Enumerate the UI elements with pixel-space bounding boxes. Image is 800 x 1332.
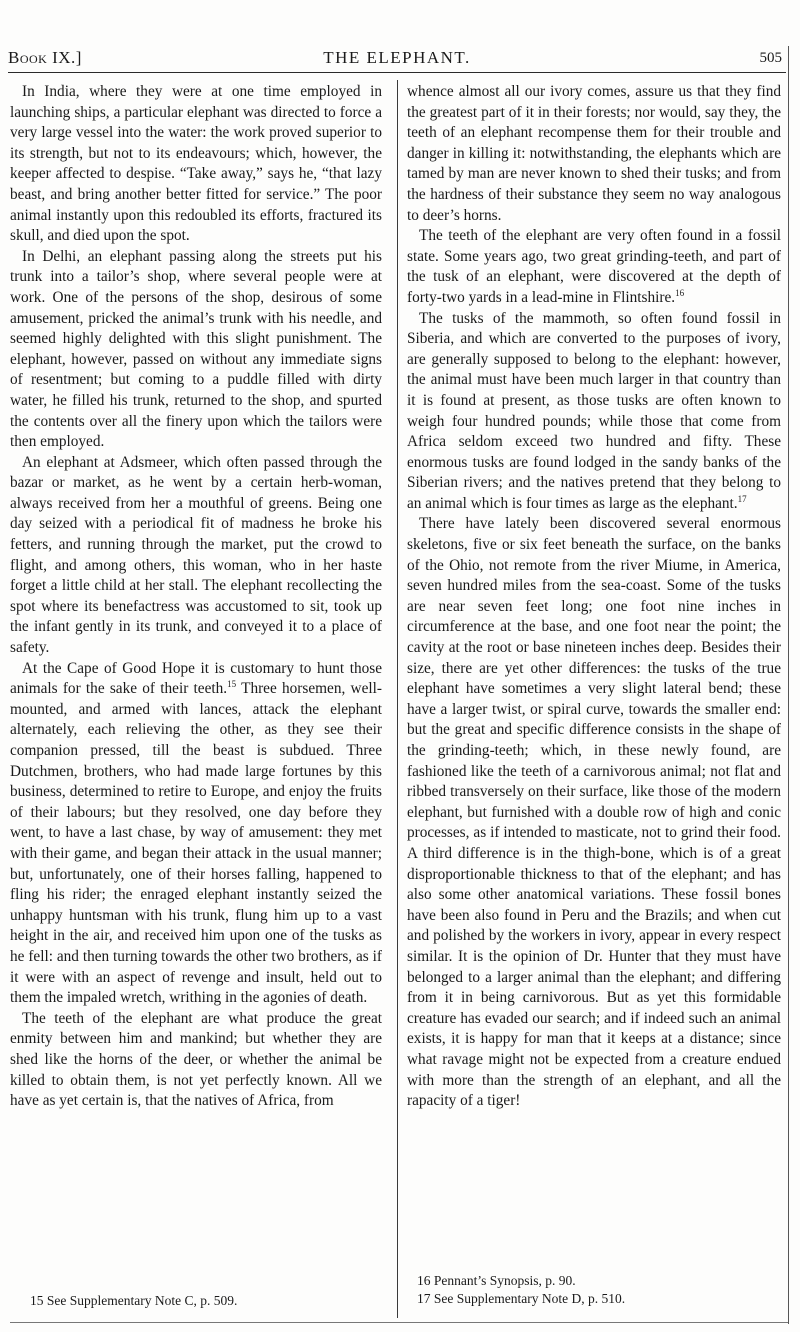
footnotes <box>417 1272 625 1308</box>
running-header <box>8 46 786 73</box>
column-divider <box>397 80 398 1318</box>
paragraph-with-footnote <box>407 226 781 308</box>
page-bottom-rule <box>10 1322 788 1323</box>
footnote: 15 See Supplementary Note C, p. 509. <box>30 1293 238 1308</box>
paragraph: The teeth of the elephant are what produce the great enmity between him and mankind; but whether they are shed like the horns of the deer, or whether the animal be killed to obtain them, is not yet perfectly known. All we have as yet certain is, that the natives of Africa, from <box>10 1009 382 1110</box>
paragraph: In Delhi, an elephant passing along the streets put his trunk into a tailor’s shop, where several people were at work. One of the persons of the shop, desirous of some amusement, pricked the animal’s trunk with his needle, and seemed highly delighted with this slight punishment. The elephant, however, passed on without any immediate signs of resentment; but coming to a puddle filled with dirty water, he filled his trunk, returned to the shop, and spurted the contents over all the finery upon which the tailors were then employed. <box>10 247 382 451</box>
paragraph-text: At the Cape of Good Hope it is customary to hunt those animals for the sake of their teeth. <box>10 659 382 698</box>
page-number: 505 <box>759 50 782 66</box>
footnote-ref: 16 <box>675 287 685 298</box>
left-column <box>10 82 382 1312</box>
paragraph: In India, where they were at one time employed in launching ships, a particular elephant was directed to force a very large vessel into the water: the work proved superior to its strength, but not to its endeavours; which, however, the keeper affected to despise. “Take away,” says he, “that lazy beast, and bring another better fitted for service.” The poor animal instantly upon this redoubled its efforts, fractured its skull, and died upon the spot. <box>10 83 382 245</box>
footnote-ref: 15 <box>227 679 237 690</box>
paragraph: An elephant at Adsmeer, which often passed through the bazar or market, as he went by a certain herb-woman, always received from her a mouthful of greens. Being one day seized with a periodical fit of madness he broke his fetters, and running through the market, put the crowd to flight, and among others, this woman, who in her haste forget a little child at her stall. The elephant recollecting the spot where its benefactress was accustomed to sit, took up the infant gently in its trunk, and conveyed it to a place of safety. <box>10 453 382 657</box>
paragraph-with-footnote <box>10 659 382 1009</box>
footnote: 16 Pennant’s Synopsis, p. 90. <box>417 1273 576 1288</box>
footnote: 17 See Supplementary Note D, p. 510. <box>417 1291 626 1306</box>
paragraph-text: The tusks of the mammoth, so often found fossil in Siberia, and which are converted to the purposes of ivory, are generally supposed to belong to the elephant: however, the animal must have been much larger in that country than it is found at present, as those tusks are often known to weigh four hundred pounds; while those that come from Africa seldom exceed two hundred and fifty. These enormous tusks are found lodged in the sandy banks of the Siberian rivers; and the natives pretend that they belong to an animal which is four times as large as the elephant. <box>407 309 781 512</box>
paragraph: whence almost all our ivory comes, assure us that they find the greatest part of it in their forests; nor would, say they, the teeth of an elephant recompense them for their trouble and danger in killing it: notwithstanding, the elephants which are tamed by man are never known to shed their tusks; and from the hardness of their substance they seem no way analogous to deer’s horns. <box>407 83 781 224</box>
paragraph-text: Three horsemen, well-mounted, and armed with lances, attack the elephant alternately, each relieving the other, as they see their companion pressed, till the beast is subdued. Three Dutchmen, brothers, who had made large fortunes by this business, determined to retire to Europe, and enjoy the fruits of their labours; but they resolved, one day before they went, to have a last chase, by way of amusement: they met with their game, and began their attack in the usual manner; but, unfortunately, one of their horses falling, happened to fling his rider; the enraged elephant instantly seized the unhappy huntsman with his trunk, flung him up to a vast height in the air, and received him upon one of the tusks as he fell: and then turning towards the other two brothers, as if it were with an aspect of revenge and insult, held out to them the impaled wretch, writhing in the agonies of death. <box>10 680 382 1007</box>
paragraph: There have lately been discovered several enormous skeletons, five or six feet beneath the surface, on the banks of the Ohio, not remote from the river Miume, in America, seven hundred miles from the sea-coast. Some of the tusks are near seven feet long; one foot nine inches in circumference at the base, and one foot near the point; the cavity at the root or base nineteen inches deep. Besides their size, there are yet other differences: the tusks of the true elephant have sometimes a very slight lateral bend; these have a larger twist, or spiral curve, towards the smaller end: but the great and specific difference consists in the shape of the grinding-teeth; which, in these newly found, are fashioned like the teeth of a carnivorous animal; not flat and ribbed transversely on their surface, like those of the modern elephant, but furnished with a double row of high and conic processes, as if intended to masticate, not to grind their food. A third difference is in the thigh-bone, which is of a great disproportionable thickness to that of the elephant; and has also some other anatomical variations. These fossil bones have been also found in Peru and the Brazils; and when cut and polished by the workers in ivory, appear in every respect similar. It is the opinion of Dr. Hunter that they must have belonged to a larger animal than the elephant; and differing from it in being carnivorous. But as yet this formidable creature has evaded our search; and if indeed such an animal exists, it is happy for man that it keeps at a distance; since what ravage might not be expected from a creature endued with more than the strength of an elephant, and all the rapacity of a tiger! <box>407 515 781 1110</box>
footnote-ref: 17 <box>737 493 747 504</box>
page-edge-line <box>788 46 789 1324</box>
paragraph-text: The teeth of the elephant are very often found in a fossil state. Some years ago, two great grinding-teeth, and part of the tusk of an elephant, were discovered at the depth of forty-two yards in a lead-mine in Flintshire. <box>407 227 781 306</box>
paragraph-with-footnote <box>407 309 781 515</box>
book-label: Book IX.] <box>8 48 82 67</box>
chapter-title: THE ELEPHANT. <box>323 48 471 67</box>
right-column <box>407 82 781 1312</box>
